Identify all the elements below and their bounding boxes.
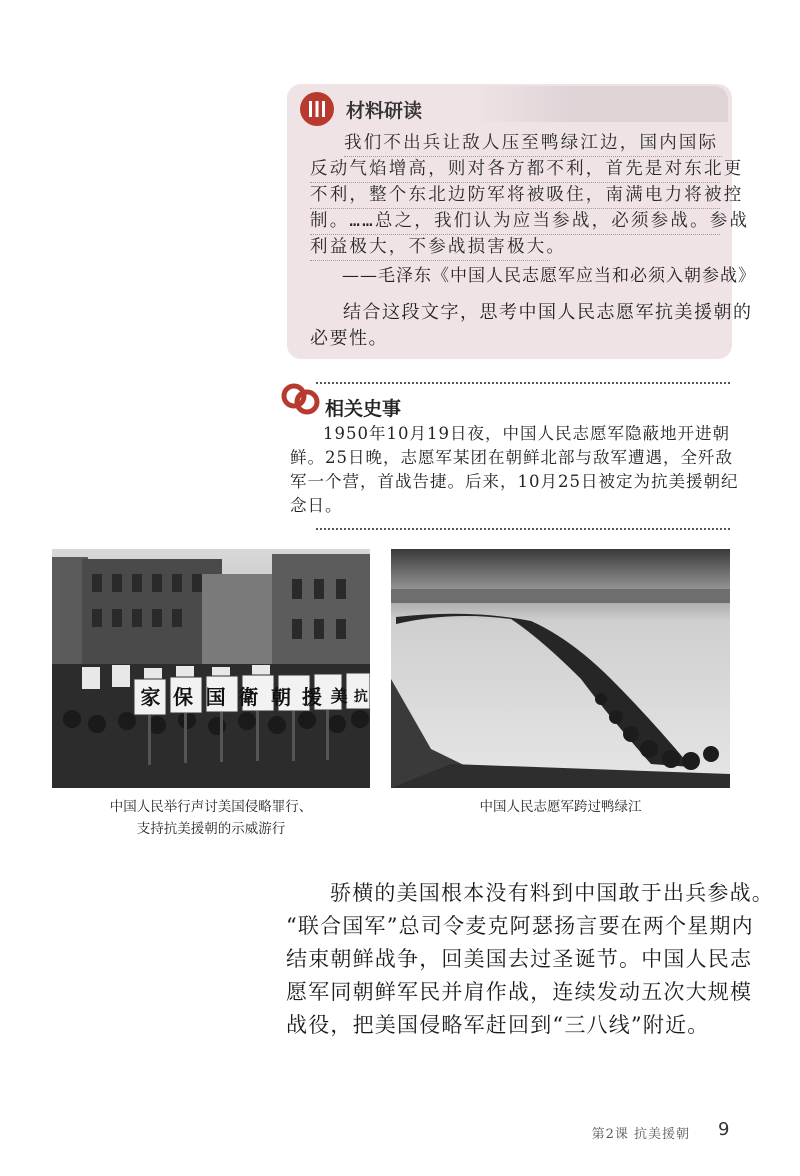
banner-char: 朝: [271, 685, 292, 709]
divider: [316, 528, 730, 530]
related-history-title: 相关史事: [325, 398, 402, 420]
banner-char: 保: [173, 685, 193, 709]
banner-char: 援: [301, 685, 322, 709]
quote-line: 不利，整个东北边防军将被吸住，南满电力将被控: [310, 182, 720, 209]
question-line: 必要性。: [310, 328, 388, 349]
quote-line: 制。……总之，我们认为应当参战，必须参战。参战: [310, 208, 720, 235]
yalu-crossing-caption: 中国人民志愿军跨过鸭绿江: [479, 799, 642, 815]
question-line: 结合这段文字，思考中国人民志愿军抗美援朝的: [343, 302, 753, 323]
lesson-footer: 第2课 抗美援朝: [591, 1127, 690, 1142]
quote-line: 利益极大，不参战损害极大。: [310, 234, 550, 261]
banner-slogan: [134, 679, 370, 715]
body-line: “联合国军”总司令麦克阿瑟扬言要在两个星期内: [286, 914, 754, 938]
body-line: 战役，把美国侵略军赶回到“三八线”附近。: [286, 1013, 710, 1037]
divider: [316, 382, 730, 384]
material-study-icon: [300, 92, 334, 126]
caption-line: 中国人民举行声讨美国侵略罪行、: [109, 799, 313, 815]
quote-line: 反动气焰增高，则对各方都不利，首先是对东北更: [310, 156, 720, 183]
banner-char: 抗: [353, 689, 368, 705]
material-banner-decoration: [470, 86, 728, 122]
material-study-title: 材料研读: [346, 100, 423, 122]
history-line: 念日。: [290, 496, 343, 515]
history-line: 1950年10月19日夜，中国人民志愿军隐蔽地开进朝: [323, 424, 730, 443]
related-history-icon: [281, 380, 321, 418]
demonstration-photo: [52, 549, 370, 788]
banner-char: 国: [205, 685, 226, 709]
demonstration-caption: [52, 796, 370, 840]
banner-char: 家: [140, 685, 161, 709]
body-line: 结束朝鲜战争，回美国去过圣诞节。中国人民志: [286, 947, 753, 971]
caption-line: 支持抗美援朝的示威游行: [136, 821, 286, 837]
yalu-crossing-photo: [391, 549, 730, 788]
quote-source: ——毛泽东《中国人民志愿军应当和必须入朝参战》: [342, 266, 756, 286]
body-line: 愿军同朝鲜军民并肩作战，连续发动五次大规模: [286, 980, 753, 1004]
history-line: 鲜。25日晚，志愿军某团在朝鲜北部与敌军遭遇，全歼敌: [290, 448, 733, 467]
body-line: 骄横的美国根本没有料到中国敢于出兵参战。: [330, 881, 774, 905]
banner-char: 衛: [238, 685, 259, 709]
banner-char: 美: [330, 687, 348, 707]
history-line: 军一个营，首战告捷。后来，10月25日被定为抗美援朝纪: [290, 472, 739, 491]
quote-line: 我们不出兵让敌人压至鸭绿江边，国内国际: [344, 130, 722, 157]
page-number: 9: [718, 1119, 730, 1140]
